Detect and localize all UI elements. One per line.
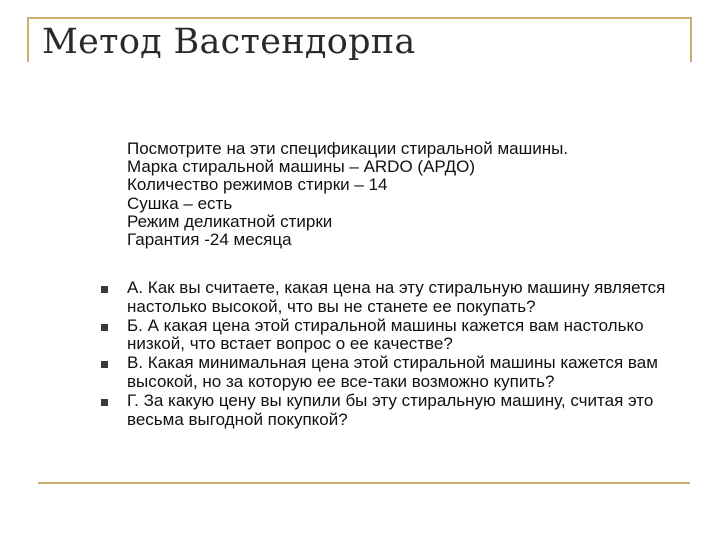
- spec-line: Сушка – есть: [127, 193, 233, 213]
- square-bullet-icon: [101, 324, 108, 331]
- slide-title: Метод Вастендорпа: [42, 22, 416, 62]
- question-text: А. Как вы считаете, какая цена на эту стиральную машину является настолько высокой, что вы не станете ее покупать?: [127, 278, 666, 316]
- question-text: В. Какая минимальная цена этой стиральной машины кажется вам высокой, но за которую ее все-таки возможно купить?: [127, 353, 658, 391]
- spec-line: Марка стиральной машины – ARDO (АРДО): [127, 157, 476, 177]
- question-text: Г. За какую цену вы купили бы эту стиральную машину, считая это весьма выгодной покупкой?: [127, 390, 654, 429]
- square-bullet-icon: [101, 286, 108, 293]
- square-bullet-icon: [101, 361, 108, 368]
- questions-list: [0, 279, 720, 429]
- question-item: [0, 392, 687, 430]
- frame-bottom-line: [38, 482, 690, 484]
- spec-line: Режим деликатной стирки: [127, 211, 333, 231]
- square-bullet-icon: [101, 399, 108, 406]
- frame-right-line: [690, 17, 692, 62]
- question-text: Б. А какая цена этой стиральной машины кажется вам настолько низкой, что встает вопрос о ее качестве?: [127, 315, 644, 354]
- question-item: [0, 279, 687, 317]
- spec-line: Посмотрите на эти спецификации стиральной машины.: [127, 139, 569, 158]
- specifications-block: [127, 140, 687, 249]
- question-item: [0, 317, 687, 355]
- frame-left-line: [27, 17, 29, 62]
- spec-line: Количество режимов стирки – 14: [127, 175, 388, 195]
- question-item: [0, 354, 687, 392]
- spec-line: Гарантия -24 месяца: [127, 230, 292, 250]
- frame-top-line: [28, 17, 692, 19]
